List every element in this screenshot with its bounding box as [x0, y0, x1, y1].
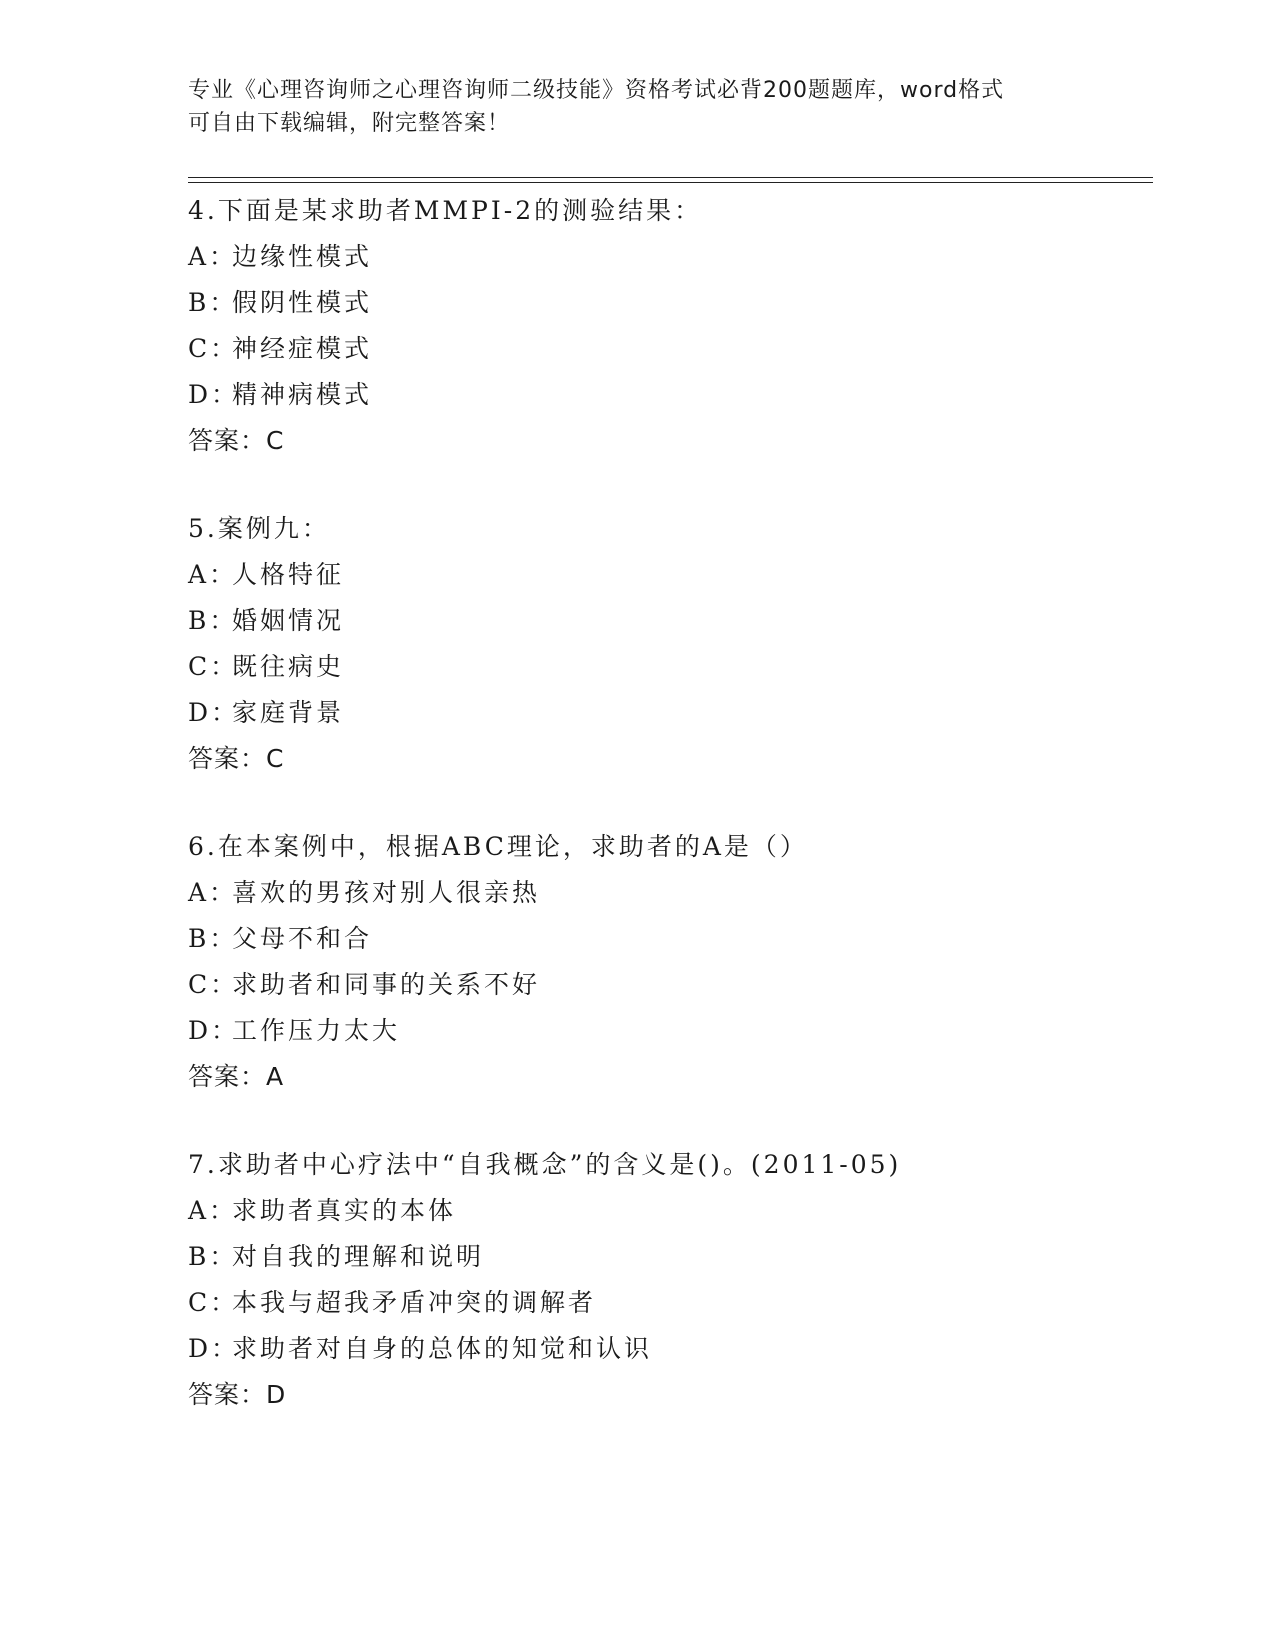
option-d [188, 372, 1148, 418]
option-c [188, 326, 1148, 372]
option-b [188, 280, 1148, 326]
answer: 答案：D [188, 1380, 287, 1409]
option-text: 既往病史 [232, 652, 345, 681]
option-text: 婚姻情况 [232, 606, 345, 635]
option-text: 父母不和合 [232, 924, 373, 953]
document-header [188, 74, 1088, 140]
option-key: A： [188, 242, 238, 271]
option-a [188, 870, 1148, 916]
option-key: D： [188, 698, 240, 727]
question-4 [188, 188, 1148, 464]
option-text: 求助者对自身的总体的知觉和认识 [232, 1334, 653, 1363]
option-b [188, 598, 1148, 644]
option-c [188, 962, 1148, 1008]
option-text: 本我与超我矛盾冲突的调解者 [232, 1288, 597, 1317]
option-text: 人格特征 [232, 560, 345, 589]
option-key: A： [188, 560, 238, 589]
option-text: 精神病模式 [232, 380, 373, 409]
option-key: C： [188, 334, 239, 363]
question-stem: 7.求助者中心疗法中“自我概念”的含义是()。(2011-05) [188, 1150, 902, 1179]
option-text: 喜欢的男孩对别人很亲热 [232, 878, 541, 907]
option-key: C： [188, 1288, 239, 1317]
option-key: B： [188, 288, 238, 317]
option-text: 工作压力太大 [232, 1016, 401, 1045]
question-5 [188, 506, 1148, 782]
answer: 答案：C [188, 744, 285, 773]
header-divider-top [188, 177, 1153, 178]
option-text: 求助者真实的本体 [232, 1196, 457, 1225]
header-line-2: 可自由下载编辑，附完整答案！ [188, 111, 511, 136]
option-a [188, 552, 1148, 598]
option-a [188, 1188, 1148, 1234]
option-a [188, 234, 1148, 280]
option-text: 家庭背景 [232, 698, 345, 727]
option-key: B： [188, 924, 238, 953]
question-stem: 5.案例九： [188, 514, 330, 543]
option-key: A： [188, 1196, 238, 1225]
option-d [188, 690, 1148, 736]
answer: 答案：C [188, 426, 285, 455]
header-divider-bottom [188, 182, 1153, 183]
option-key: B： [188, 606, 238, 635]
option-key: B： [188, 1242, 238, 1271]
question-stem: 4.下面是某求助者MMPI-2的测验结果： [188, 196, 703, 225]
question-6 [188, 824, 1148, 1100]
option-key: D： [188, 1016, 240, 1045]
option-c [188, 1280, 1148, 1326]
header-line-1: 专业《心理咨询师之心理咨询师二级技能》资格考试必背200题题库，word格式 [188, 78, 1005, 103]
option-text: 边缘性模式 [232, 242, 373, 271]
option-c [188, 644, 1148, 690]
question-list [188, 188, 1148, 1460]
option-text: 神经症模式 [232, 334, 373, 363]
answer: 答案：A [188, 1062, 285, 1091]
option-text: 假阴性模式 [232, 288, 373, 317]
option-d [188, 1008, 1148, 1054]
option-text: 求助者和同事的关系不好 [232, 970, 541, 999]
option-key: D： [188, 1334, 240, 1363]
option-key: D： [188, 380, 240, 409]
question-7 [188, 1142, 1148, 1418]
option-b [188, 1234, 1148, 1280]
option-key: A： [188, 878, 238, 907]
option-text: 对自我的理解和说明 [232, 1242, 485, 1271]
option-key: C： [188, 652, 239, 681]
option-key: C： [188, 970, 239, 999]
question-stem: 6.在本案例中，根据ABC理论，求助者的A是（） [188, 832, 808, 861]
option-b [188, 916, 1148, 962]
option-d [188, 1326, 1148, 1372]
